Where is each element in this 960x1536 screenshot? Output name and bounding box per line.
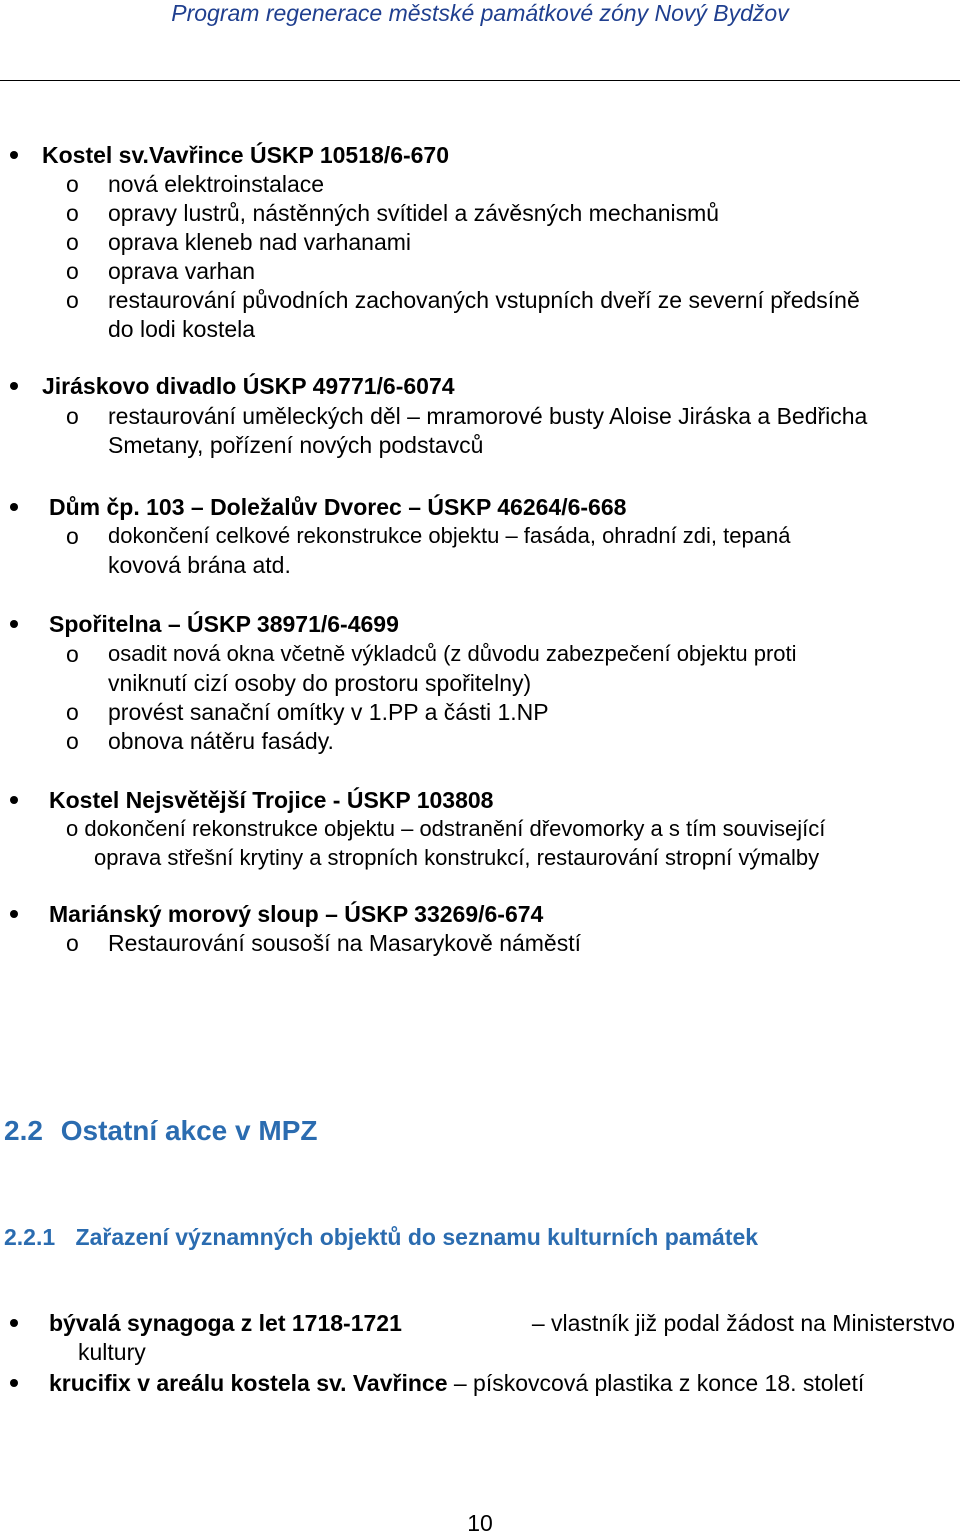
synagoga-text: – vlastník již podal žádost na Ministerstvo: [531, 1310, 955, 1336]
sub-bullet-icon: o: [66, 287, 79, 313]
list-item-continuation: vniknutí cizí osoby do prostoru spořitelny): [108, 670, 532, 696]
section-title: Zařazení významných objektů do seznamu kulturních památek: [75, 1224, 759, 1250]
krucifix-item: [49, 1369, 864, 1397]
list-item: restaurování původních zachovaných vstupních dveří ze severní předsíně: [108, 287, 860, 313]
bullet-icon: [10, 910, 18, 918]
list-item: restaurování uměleckých děl – mramorové busty Aloise Jiráska a Bedřicha: [108, 403, 868, 429]
sub-bullet-icon: o: [66, 699, 79, 725]
synagoga-bold: bývalá synagoga z let 1718-1721: [49, 1310, 402, 1336]
bullet-icon: [10, 151, 18, 159]
jiraskovo-divadlo-title: Jiráskovo divadlo ÚSKP 49771/6-6074: [42, 373, 455, 399]
list-item: Restaurování sousoší na Masarykově náměstí: [108, 930, 582, 956]
list-item: nová elektroinstalace: [108, 171, 325, 197]
krucifix-bold: krucifix v areálu kostela sv. Vavřince: [49, 1370, 448, 1396]
kostel-trojice-title: Kostel Nejsvětější Trojice - ÚSKP 103808: [49, 787, 494, 813]
sub-bullet-icon: o: [66, 641, 79, 667]
list-item-continuation: Smetany, pořízení nových podstavců: [108, 432, 484, 458]
sub-bullet-icon: o: [66, 403, 79, 429]
bullet-icon: [10, 796, 18, 804]
page-header: [0, 0, 960, 81]
synagoga-line: [49, 1309, 955, 1337]
list-item: o dokončení rekonstrukce objektu – odstranění dřevomorky a s tím související: [66, 816, 826, 841]
list-item: opravy lustrů, nástěnných svítidel a závěsných mechanismů: [108, 200, 720, 226]
bullet-icon: [10, 1379, 18, 1387]
sporitelna-title: Spořitelna – ÚSKP 38971/6-4699: [49, 611, 399, 637]
synagoga-continuation: kultury: [78, 1339, 146, 1365]
section-heading-2-2: [4, 1114, 317, 1148]
bullet-icon: [10, 1319, 18, 1327]
header-title: Program regenerace městské památkové zóny Nový Bydžov: [171, 0, 789, 26]
sub-bullet-icon: o: [66, 200, 79, 226]
section-title: Ostatní akce v MPZ: [60, 1115, 318, 1146]
bullet-icon: [10, 503, 18, 511]
kostel-vavrince-title: Kostel sv.Vavřince ÚSKP 10518/6-670: [42, 142, 450, 168]
list-item: osadit nová okna včetně výkladců (z důvodu zabezpečení objektu proti: [108, 641, 797, 666]
synagoga-item: [49, 1309, 955, 1337]
sub-bullet-icon: o: [66, 728, 79, 754]
section-heading-2-2-1: [4, 1223, 758, 1251]
sub-bullet-icon: o: [66, 930, 79, 956]
page-number: 10: [467, 1510, 493, 1536]
list-item-continuation: kovová brána atd.: [108, 552, 291, 578]
list-item-continuation: do lodi kostela: [108, 316, 256, 342]
morovy-sloup-title: Mariánský morový sloup – ÚSKP 33269/6-674: [49, 901, 544, 927]
krucifix-text: – pískovcová plastika z konce 18. století: [453, 1370, 865, 1396]
section-number: 2.2.1: [4, 1224, 56, 1250]
bullet-icon: [10, 382, 18, 390]
list-item: dokončení celkové rekonstrukce objektu – fasáda, ohradní zdi, tepaná: [108, 523, 791, 548]
sub-bullet-icon: o: [66, 258, 79, 284]
section-number: 2.2: [4, 1115, 43, 1146]
list-item: oprava varhan: [108, 258, 256, 284]
sub-bullet-icon: o: [66, 523, 79, 549]
list-item: provést sanační omítky v 1.PP a části 1.NP: [108, 699, 549, 725]
dum-cp-title: Dům čp. 103 – Doležalův Dvorec – ÚSKP 46264/6-668: [49, 494, 627, 520]
sub-bullet-icon: o: [66, 171, 79, 197]
list-item: oprava kleneb nad varhanami: [108, 229, 412, 255]
list-item: obnova nátěru fasády.: [108, 728, 334, 754]
sub-bullet-icon: o: [66, 229, 79, 255]
bullet-icon: [10, 620, 18, 628]
list-item-continuation: oprava střešní krytiny a stropních konstrukcí, restaurování stropní výmalby: [94, 845, 820, 870]
